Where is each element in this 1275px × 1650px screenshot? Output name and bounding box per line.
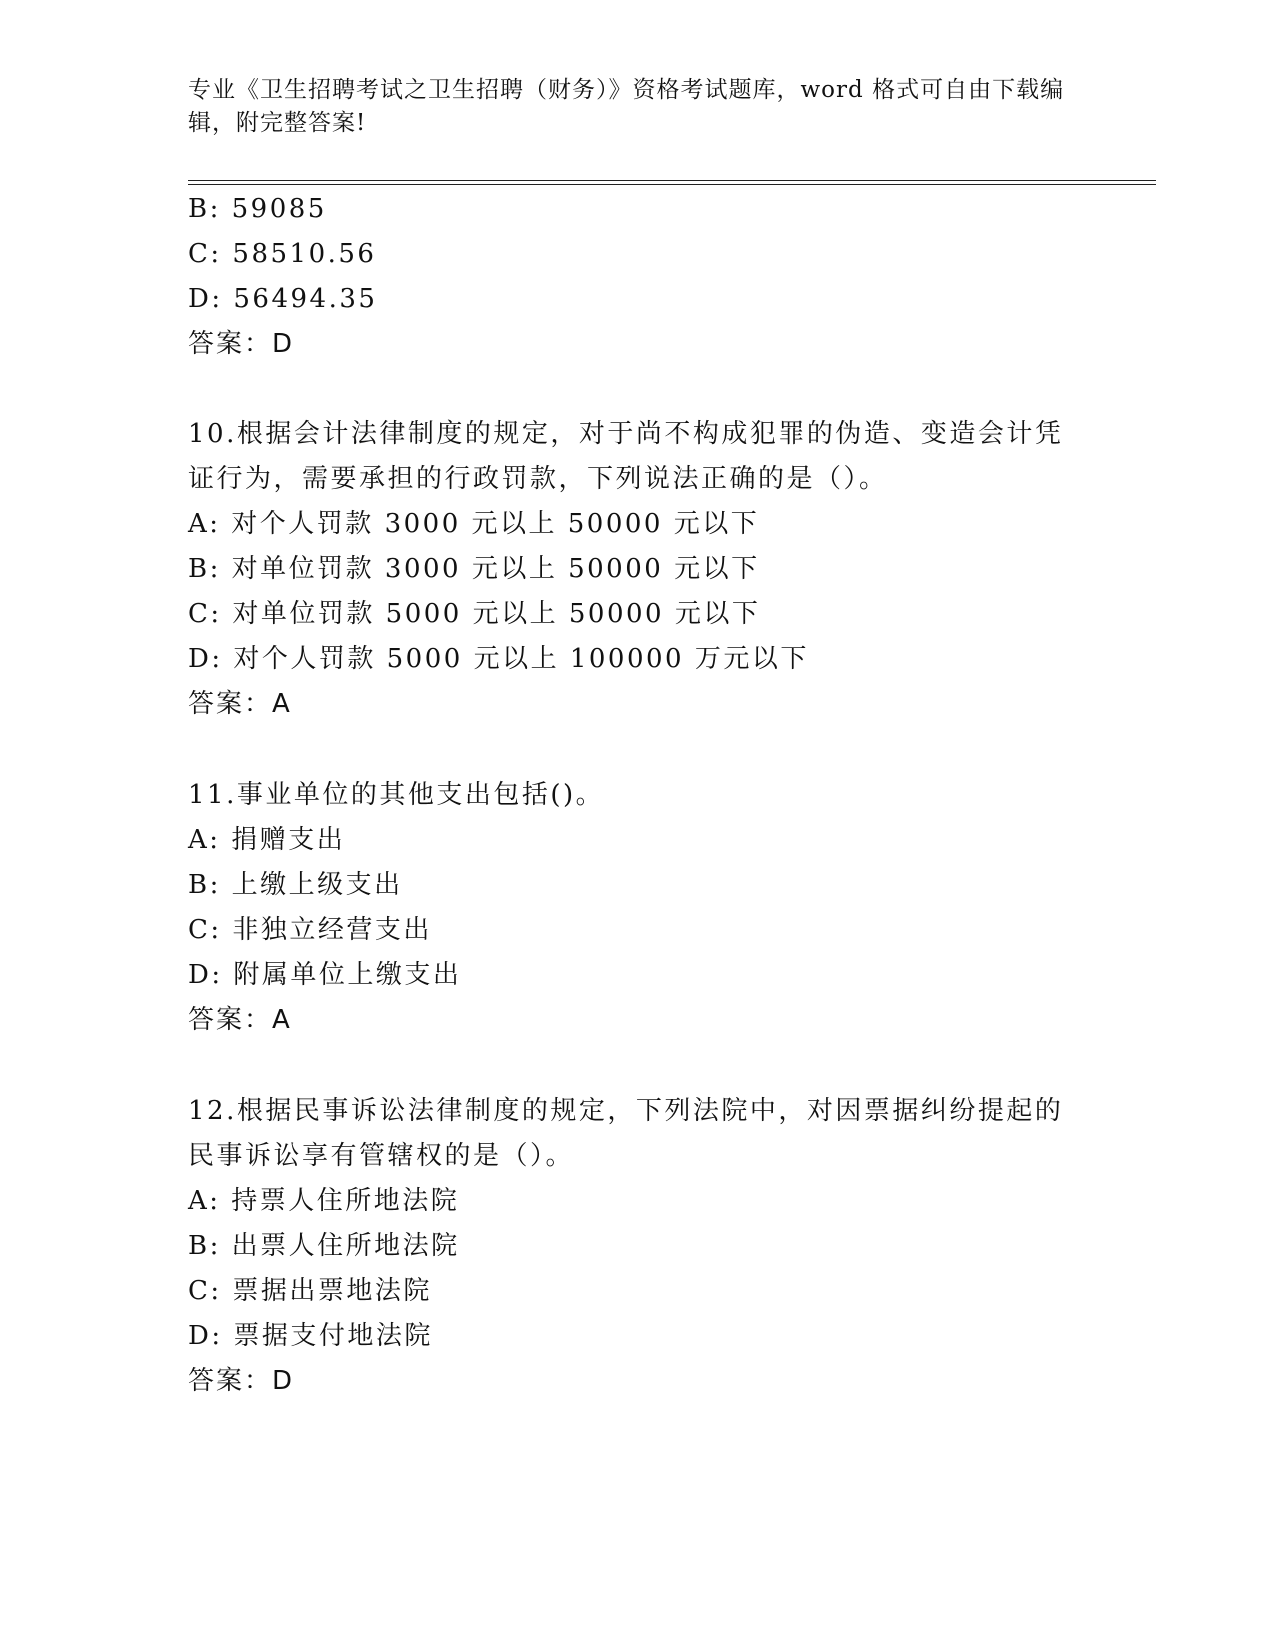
q10-stem-line1: 10.根据会计法律制度的规定，对于尚不构成犯罪的伪造、变造会计凭 (188, 419, 1064, 449)
q12-option-d: D: 票据支付地法院 (188, 1321, 433, 1351)
header-divider-bottom (188, 184, 1156, 185)
q12-option-a: A: 持票人住所地法院 (188, 1186, 460, 1216)
q10-answer: 答案：A (188, 689, 292, 719)
q11-option-b: B: 上缴上级支出 (188, 870, 403, 900)
q9-option-c: C: 58510.56 (188, 239, 377, 269)
q12-answer: 答案：D (188, 1366, 295, 1396)
document-header: 专业《卫生招聘考试之卫生招聘（财务）》资格考试题库，word 格式可自由下载编辑，附完整答案! (188, 77, 1065, 136)
q10-option-c: C: 对单位罚款 5000 元以上 50000 元以下 (188, 599, 761, 629)
header-divider-top (188, 180, 1156, 181)
q10-option-a: A: 对个人罚款 3000 元以上 50000 元以下 (188, 509, 760, 539)
q10-option-b: B: 对单位罚款 3000 元以上 50000 元以下 (188, 554, 760, 584)
q11-option-d: D: 附属单位上缴支出 (188, 960, 462, 990)
q9-option-b: B: 59085 (188, 194, 327, 224)
q12-stem-line2: 民事诉讼享有管辖权的是（）。 (188, 1141, 575, 1171)
q10-option-d: D: 对个人罚款 5000 元以上 100000 万元以下 (188, 644, 809, 674)
q12-stem-line1: 12.根据民事诉讼法律制度的规定，下列法院中，对因票据纠纷提起的 (188, 1096, 1064, 1126)
q11-option-a: A: 捐赠支出 (188, 825, 346, 855)
q11-answer: 答案：A (188, 1005, 292, 1035)
q10-stem-line2: 证行为，需要承担的行政罚款，下列说法正确的是（）。 (188, 464, 888, 494)
q9-answer: 答案：D (188, 329, 295, 359)
q11-stem-line1: 11.事业单位的其他支出包括()。 (188, 780, 605, 810)
q11-option-c: C: 非独立经营支出 (188, 915, 432, 945)
q9-option-d: D: 56494.35 (188, 284, 378, 314)
q12-option-b: B: 出票人住所地法院 (188, 1231, 460, 1261)
q12-option-c: C: 票据出票地法院 (188, 1276, 432, 1306)
